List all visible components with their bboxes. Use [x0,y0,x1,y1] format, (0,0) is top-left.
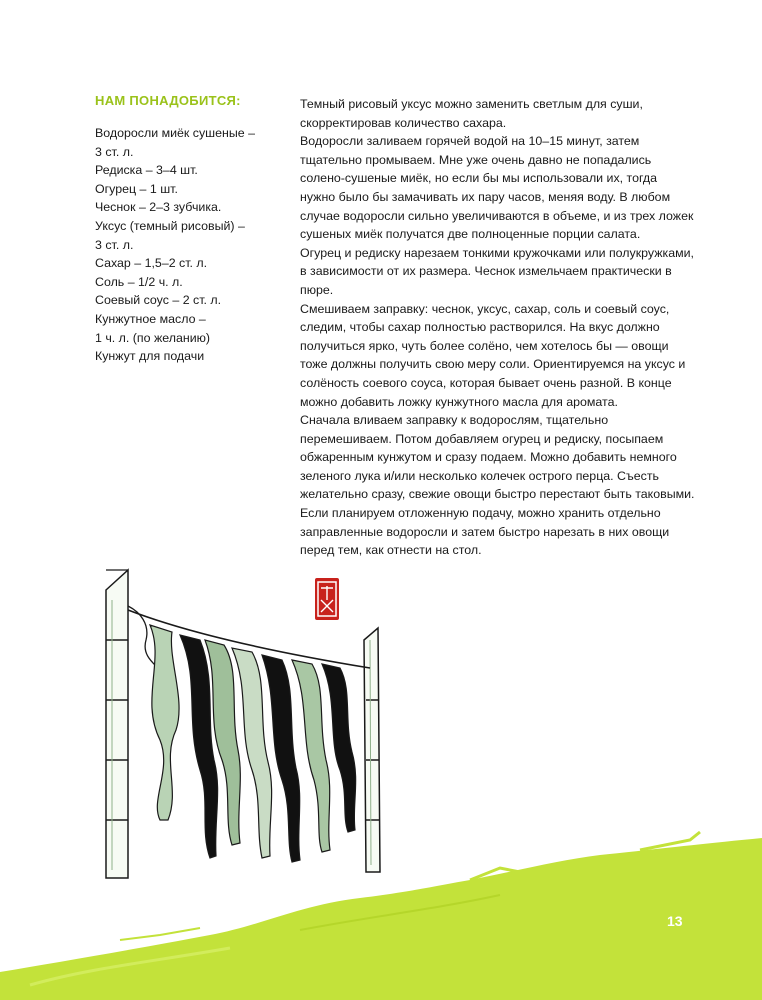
instruction-paragraph: Водоросли заливаем горячей водой на 10–15 минут, затем тщательно промываем. Мне уже очень давно не попадались солено-сушеные миёк, но если бы мы использовали их, тогда нужно было бы замачивать их пару часов, меняя воду. В любом случае водоросли сильно увеличиваются в объеме, и из трех ложек сушеных миёк получатся две полноценные порции салата. [300,134,694,242]
red-stamp [315,578,339,620]
ingredient-line: 3 ст. л. [95,237,134,252]
seaweed-illustration [0,540,762,1000]
bamboo-post-right [364,628,380,872]
ingredient-line: Чеснок – 2–3 зубчика. [95,200,222,215]
ingredient-line: Сахар – 1,5–2 ст. л. [95,256,208,271]
ingredients-list [95,124,285,366]
instructions-text [300,95,695,560]
ingredient-line: Кунжутное масло – [95,311,206,326]
bamboo-post-left [106,570,128,878]
instruction-paragraph: Темный рисовый уксус можно заменить светлым для суши, скорректировав количество сахара. [300,97,643,130]
ingredients-heading: НАМ ПОНАДОБИТСЯ: [95,93,241,108]
ingredient-line: Соль – 1/2 ч. л. [95,274,183,289]
instruction-paragraph: Сначала вливаем заправку к водорослям, тщательно перемешиваем. Потом добавляем огурец и редиску, посыпаем обжаренным кунжутом и сразу подаем. Можно добавить немного зеленого лука и/или несколько колечек острого перца. Съесть желательно сразу, свежие овощи быстро перестают быть таковыми. Если планируем отложенную подачу, можно хранить отдельно заправленные водоросли и затем быстро нарезать в них овощи перед тем, как отнести на стол. [300,413,695,558]
instruction-paragraph: Смешиваем заправку: чеснок, уксус, сахар, соль и соевый соус, следим, чтобы сахар полностью растворился. На вкус должно получиться ярко, чуть более солёно, чем хотелось бы — овощи тоже должны получить свою меру соли. Ориентируемся на уксус и солёность соевого соуса, которая бывает очень разной. В конце можно добавить ложку кунжутного масла для аромата. [300,301,686,409]
ingredient-line: Огурец – 1 шт. [95,181,178,196]
ingredient-line: Редиска – 3–4 шт. [95,163,198,178]
ingredient-line: Соевый соус – 2 ст. л. [95,293,222,308]
ingredient-line: Водоросли миёк сушеные – [95,126,255,140]
ingredient-line: 1 ч. л. (по желанию) [95,330,211,345]
instruction-paragraph: Огурец и редиску нарезаем тонкими кружочками или полукружками, в зависимости от их размера. Чеснок измельчаем практически в пюре. [300,245,694,297]
ingredient-line: Уксус (темный рисовый) – [95,218,245,233]
page-number: 13 [667,913,683,929]
ingredient-line: 3 ст. л. [95,144,134,159]
ingredient-line: Кунжут для подачи [95,349,205,364]
